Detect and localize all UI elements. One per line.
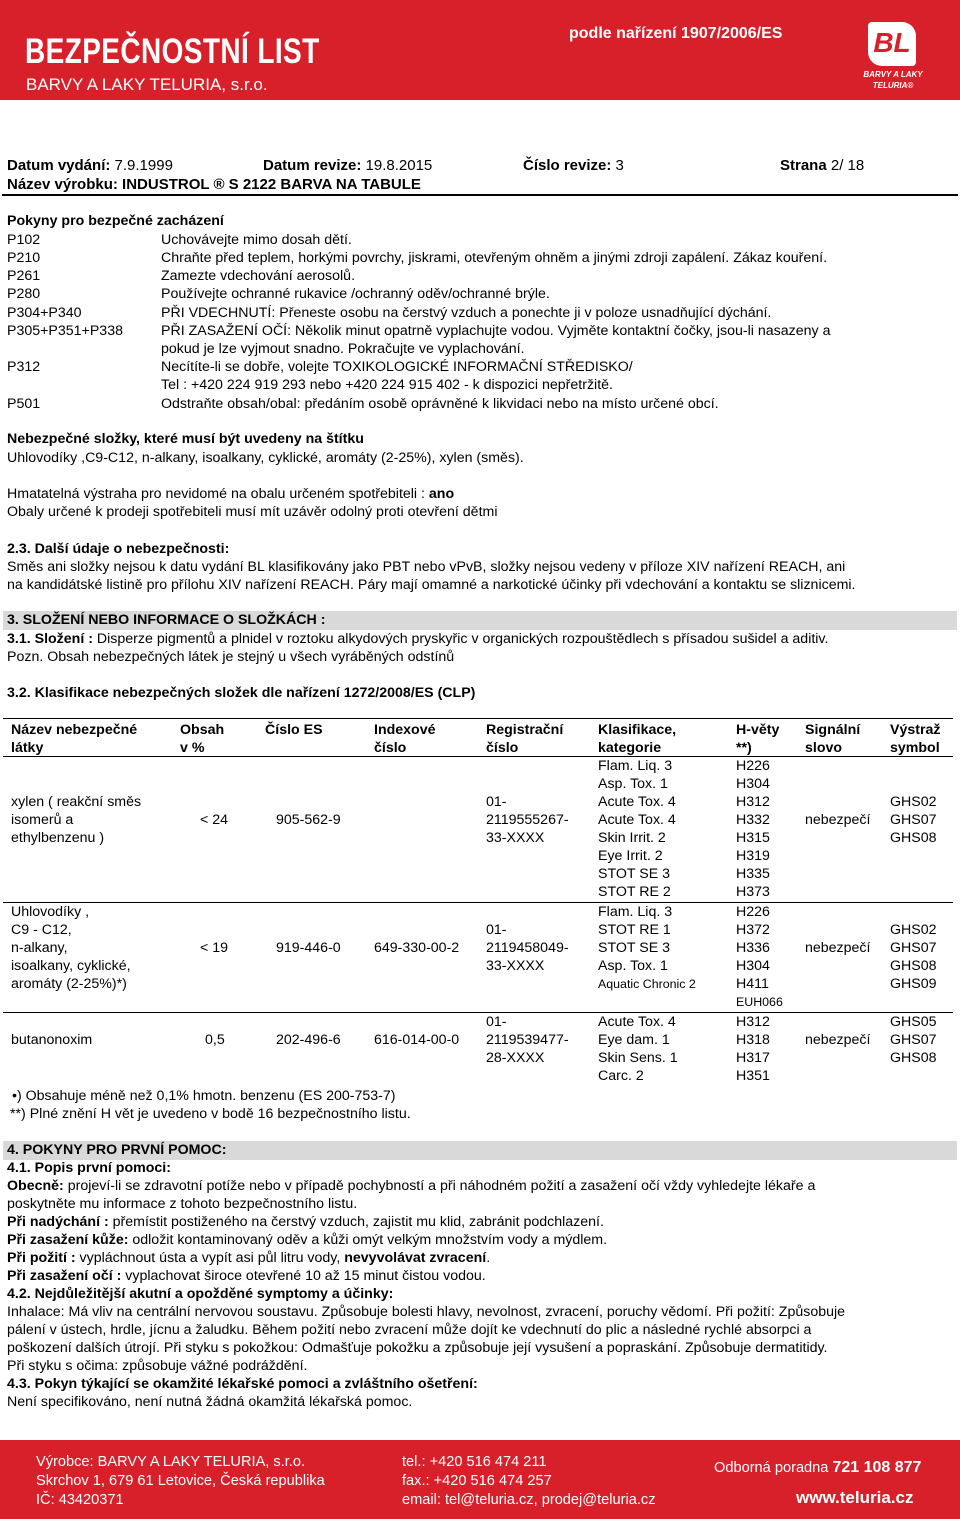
table-cell: butanonoxim (11, 1032, 93, 1048)
table-cell: 2119458049- (486, 940, 569, 956)
table-cell: H319 (736, 848, 770, 864)
table-cell: Skin Sens. 1 (598, 1050, 678, 1066)
hazard-components-table (3, 718, 957, 1088)
table-cell: GHS07 (890, 940, 937, 956)
col-header-ec: Číslo ES (265, 722, 323, 738)
first-aid-general-continued: poskytněte mu informace z tohoto bezpečnostního listu. (7, 1196, 358, 1212)
col-header-class: kategorie (598, 740, 662, 756)
table-cell: Aquatic Chronic 2 (598, 977, 696, 991)
table-cell: nebezpečí (805, 1032, 871, 1048)
hotline (714, 1459, 921, 1477)
p-code: P501 (7, 396, 41, 412)
child-resistant-note: Obaly určené k prodeji spotřebiteli musí mít uzávěr odolný proti otevření dětmi (7, 504, 498, 520)
table-cell: 33-XXXX (486, 958, 545, 974)
table-cell: H304 (736, 958, 770, 974)
hotline-number: 721 108 877 (832, 1459, 922, 1476)
col-header-symbol: Výstraž (890, 722, 941, 738)
table-cell: GHS09 (890, 976, 937, 992)
other-hazards-heading: 2.3. Další údaje o nebezpečnosti: (7, 541, 230, 557)
table-cell: GHS08 (890, 958, 937, 974)
table-cell: H351 (736, 1068, 770, 1084)
table-cell: H312 (736, 1014, 770, 1030)
col-header-index: číslo (374, 740, 407, 756)
hotline-label: Odborná poradna (714, 1460, 829, 1476)
label-components-text: Uhlovodíky ,C9-C12, n-alkany, isoalkany, cyklické, aromáty (2-25%), xylen (směs). (7, 450, 524, 466)
table-cell: GHS08 (890, 830, 937, 846)
table-rule (3, 1012, 953, 1013)
company-id: IČ: 43420371 (36, 1492, 124, 1508)
table-footnote: •) Obsahuje méně než 0,1% hmotn. benzenu (ES 200-753-7) (12, 1088, 396, 1104)
composition: 3.1. Složení : Disperze pigmentů a plnidel v roztoku alkydových pryskyřic v organických rozpouštědlech s přísadou sušidel a aditiv. (7, 631, 829, 647)
table-cell: aromáty (2-25%)*) (11, 976, 127, 992)
medical-attention-text: Není specifikováno, není nutná žádná okamžitá lékařská pomoc. (7, 1394, 413, 1410)
p-statement: PŘI ZASAŽENÍ OČÍ: Několik minut opatrně vyplachujte vodou. Vyjměte kontaktní čočky, jsou-li nasazeny a (161, 323, 831, 339)
p-code: P312 (7, 359, 41, 375)
table-cell: Acute Tox. 4 (598, 812, 676, 828)
table-cell: ethylbenzenu ) (11, 830, 105, 846)
classification-heading: 3.2. Klasifikace nebezpečných složek dle nařízení 1272/2008/ES (CLP) (7, 685, 476, 701)
table-cell: 905-562-9 (276, 812, 341, 828)
table-cell: 01- (486, 922, 507, 938)
symptoms-line: Při styku s očima: způsobuje vážné podráždění. (7, 1358, 308, 1374)
table-cell: STOT SE 3 (598, 940, 671, 956)
table-cell: H335 (736, 866, 770, 882)
revision-date: Datum revize: 19.8.2015 (263, 157, 433, 174)
p-statement: Necítíte-li se dobře, volejte TOXIKOLOGICKÉ INFORMAČNÍ STŘEDISKO/ (161, 359, 633, 375)
first-aid-subheading: 4.1. Popis první pomoci: (7, 1160, 171, 1176)
table-cell: Uhlovodíky , (11, 904, 90, 920)
table-cell: 616-014-00-0 (374, 1032, 460, 1048)
fax: fax.: +420 516 474 257 (402, 1473, 552, 1489)
website-link[interactable]: www.teluria.cz (796, 1488, 914, 1507)
table-cell: H226 (736, 758, 770, 774)
table-cell: H318 (736, 1032, 770, 1048)
p-code: P210 (7, 250, 41, 266)
col-header-class: Klasifikace, (598, 722, 677, 738)
table-cell: Flam. Liq. 3 (598, 758, 673, 774)
manufacturer-address: Skrchov 1, 679 61 Letovice, Česká republika (36, 1473, 325, 1489)
label-components-heading: Nebezpečné složky, které musí být uvedeny na štítku (7, 431, 364, 447)
col-header-reg: Registrační (486, 722, 564, 738)
first-aid-skin: Při zasažení kůže: odložit kontaminovaný oděv a kůži omýt velkým množstvím vody a mýdlem. (7, 1232, 608, 1248)
symptoms-line: Inhalace: Má vliv na centrální nervovou soustavu. Způsobuje bolesti hlavy, nevolnost, zvracení, poruchy vědomí. Při požití: Způsobuje (7, 1304, 846, 1320)
table-cell: C9 - C12, (11, 922, 72, 938)
table-cell: STOT SE 3 (598, 866, 671, 882)
regulation-reference: podle nařízení 1907/2006/ES (569, 25, 783, 42)
logo-mark: BL (868, 22, 916, 66)
other-hazards-line: Směs ani složky nejsou k datu vydání BL klasifikovány jako PBT nebo vPvB, složky nejsou vedeny v příloze XIV nařízení REACH, ani (7, 559, 846, 575)
table-cell: 28-XXXX (486, 1050, 545, 1066)
precautions-heading: Pokyny pro bezpečné zacházení (7, 213, 224, 229)
tactile-warning: Hmatatelná výstraha pro nevidomé na obalu určeném spotřebiteli : ano (7, 486, 455, 502)
table-cell: Acute Tox. 4 (598, 1014, 676, 1030)
composition-note: Pozn. Obsah nebezpečných látek je stejný u všech vyráběných odstínů (7, 649, 455, 665)
page-number: Strana 2/ 18 (780, 157, 865, 174)
issue-date: Datum vydání: 7.9.1999 (7, 157, 173, 174)
col-header-h: **) (736, 740, 752, 756)
table-cell: GHS07 (890, 812, 937, 828)
col-header-signal: Signální (805, 722, 861, 738)
col-header-symbol: symbol (890, 740, 940, 756)
table-top-rule (3, 718, 953, 719)
section-3-heading: 3. SLOŽENÍ NEBO INFORMACE O SLOŽKÁCH : (7, 612, 326, 628)
table-cell: 202-496-6 (276, 1032, 341, 1048)
col-header-h: H-věty (736, 722, 780, 738)
col-header-content: v % (180, 740, 205, 756)
table-cell: < 24 (200, 812, 229, 828)
table-cell: EUH066 (736, 995, 783, 1009)
col-header-name: Název nebezpečné (11, 722, 138, 738)
table-cell: nebezpečí (805, 940, 871, 956)
table-rule (3, 902, 953, 903)
table-cell: STOT RE 1 (598, 922, 671, 938)
symptoms-line: pálení v ústech, hrdle, jícnu a žaludku. Během požití nebo zvracení může dojít ke vdechnutí do plic a následné rychlé absorpci a (7, 1322, 812, 1338)
table-cell: 0,5 (205, 1032, 225, 1048)
p-code: P305+P351+P338 (7, 323, 123, 339)
table-cell: 2119539477- (486, 1032, 569, 1048)
phone: tel.: +420 516 474 211 (402, 1454, 547, 1470)
table-footnote: **) Plné znění H vět je uvedeno v bodě 16 bezpečnostního listu. (10, 1106, 411, 1122)
table-cell: H336 (736, 940, 770, 956)
p-statement-continued: Tel : +420 224 919 293 nebo +420 224 915 402 - k dispozici nepřetržitě. (161, 377, 613, 393)
table-cell: GHS08 (890, 1050, 937, 1066)
table-cell: < 19 (200, 940, 229, 956)
table-cell: xylen ( reakční směs (11, 794, 142, 810)
table-cell: n-alkany, (11, 940, 68, 956)
table-cell: STOT RE 2 (598, 884, 671, 900)
logo-text-line2: TELURIA® (872, 81, 914, 90)
table-cell: H317 (736, 1050, 770, 1066)
table-cell: Eye dam. 1 (598, 1032, 670, 1048)
symptoms-subheading: 4.2. Nejdůležitější akutní a opožděné symptomy a účinky: (7, 1286, 394, 1302)
medical-attention-subheading: 4.3. Pokyn týkající se okamžité lékařské pomoci a zvláštního ošetření: (7, 1376, 478, 1392)
col-header-signal: slovo (805, 740, 843, 756)
revision-number: Číslo revize: 3 (523, 157, 624, 174)
first-aid-eyes: Při zasažení očí : vyplachovat široce otevřené 10 až 15 minut čistou vodou. (7, 1268, 486, 1284)
divider (2, 194, 958, 196)
p-statement: Zamezte vdechování aerosolů. (161, 268, 356, 284)
table-cell: 919-446-0 (276, 940, 341, 956)
table-cell: H312 (736, 794, 770, 810)
p-code: P304+P340 (7, 305, 82, 321)
p-statement: Chraňte před teplem, horkými povrchy, jiskrami, otevřeným ohněm a jinými zdroji zapálení. Zákaz kouření. (161, 250, 828, 266)
table-cell: H332 (736, 812, 770, 828)
logo-text-line1: BARVY A LAKY (863, 70, 923, 79)
product-name: Název výrobku: INDUSTROL ® S 2122 BARVA NA TABULE (7, 176, 421, 193)
table-cell: GHS02 (890, 794, 937, 810)
other-hazards-line: na kandidátské listině pro přílohu XIV nařízení REACH. Páry mají omamné a narkotické účinky při vdechování a kontaktu se sliznicemi. (7, 577, 856, 593)
col-header-reg: číslo (486, 740, 519, 756)
table-cell: GHS07 (890, 1032, 937, 1048)
footer-banner (0, 1440, 960, 1519)
p-code: P261 (7, 268, 41, 284)
table-cell: H373 (736, 884, 770, 900)
table-cell: 01- (486, 1014, 507, 1030)
table-cell: Eye Irrit. 2 (598, 848, 663, 864)
table-cell: H372 (736, 922, 770, 938)
p-statement: Odstraňte obsah/obal: předáním osobě oprávněné k likvidaci nebo na místo určené obcí. (161, 396, 719, 412)
header-banner (0, 0, 960, 100)
symptoms-line: poškození dalších útrojí. Při styku s pokožkou: Odmašťuje pokožku a způsobuje její vysušení a popraskání. Způsobuje dermatitidy. (7, 1340, 828, 1356)
table-cell: 2119555267- (486, 812, 569, 828)
col-header-name: látky (11, 740, 44, 756)
table-cell: Asp. Tox. 1 (598, 776, 668, 792)
table-cell: H315 (736, 830, 770, 846)
table-cell: Asp. Tox. 1 (598, 958, 668, 974)
col-header-index: Indexové (374, 722, 436, 738)
col-header-content: Obsah (180, 722, 225, 738)
table-cell: nebezpečí (805, 812, 871, 828)
p-code: P102 (7, 232, 41, 248)
table-cell: Acute Tox. 4 (598, 794, 676, 810)
table-cell: Carc. 2 (598, 1068, 644, 1084)
table-cell: H226 (736, 904, 770, 920)
table-cell: 33-XXXX (486, 830, 545, 846)
first-aid-ingestion: Při požití : vypláchnout ústa a vypít asi půl litru vody, nevyvolávat zvracení. (7, 1250, 491, 1266)
table-cell: 01- (486, 794, 507, 810)
p-statement: Uchovávejte mimo dosah dětí. (161, 232, 352, 248)
p-statement: PŘI VDECHNUTÍ: Přeneste osobu na čerstvý vzduch a ponechte ji v poloze usnadňující dýchání. (161, 305, 772, 321)
p-code: P280 (7, 286, 41, 302)
table-cell: GHS02 (890, 922, 937, 938)
table-cell: Flam. Liq. 3 (598, 904, 673, 920)
table-cell: isomerů a (11, 812, 74, 828)
table-cell: isoalkany, cyklické, (11, 958, 131, 974)
company-logo (852, 22, 934, 94)
p-statement-continued: pokud je lze vyjmout snadno. Pokračujte ve vyplachování. (161, 341, 525, 357)
section-4-heading: 4. POKYNY PRO PRVNÍ POMOC: (7, 1142, 227, 1158)
table-cell: GHS05 (890, 1014, 937, 1030)
table-cell: H411 (736, 976, 769, 992)
first-aid-inhalation: Při nadýchání : přemístit postiženého na čerstvý vzduch, zajistit mu klid, zabránit podchlazení. (7, 1214, 604, 1230)
first-aid-general: Obecně: projeví-li se zdravotní potíže nebo v případě pochybností a při náhodném požití a zasažení očí vždy vyhledejte lékaře a (7, 1178, 816, 1194)
company-name: BARVY A LAKY TELURIA, s.r.o. (26, 75, 268, 94)
table-cell: H304 (736, 776, 770, 792)
table-rule (3, 756, 953, 757)
table-cell: 649-330-00-2 (374, 940, 460, 956)
table-cell: Skin Irrit. 2 (598, 830, 666, 846)
email[interactable]: email: tel@teluria.cz, prodej@teluria.cz (402, 1492, 656, 1508)
document-title: BEZPEČNOSTNÍ LIST (25, 32, 320, 71)
p-statement: Používejte ochranné rukavice /ochranný oděv/ochranné brýle. (161, 286, 550, 302)
manufacturer-name: Výrobce: BARVY A LAKY TELURIA, s.r.o. (36, 1454, 306, 1470)
